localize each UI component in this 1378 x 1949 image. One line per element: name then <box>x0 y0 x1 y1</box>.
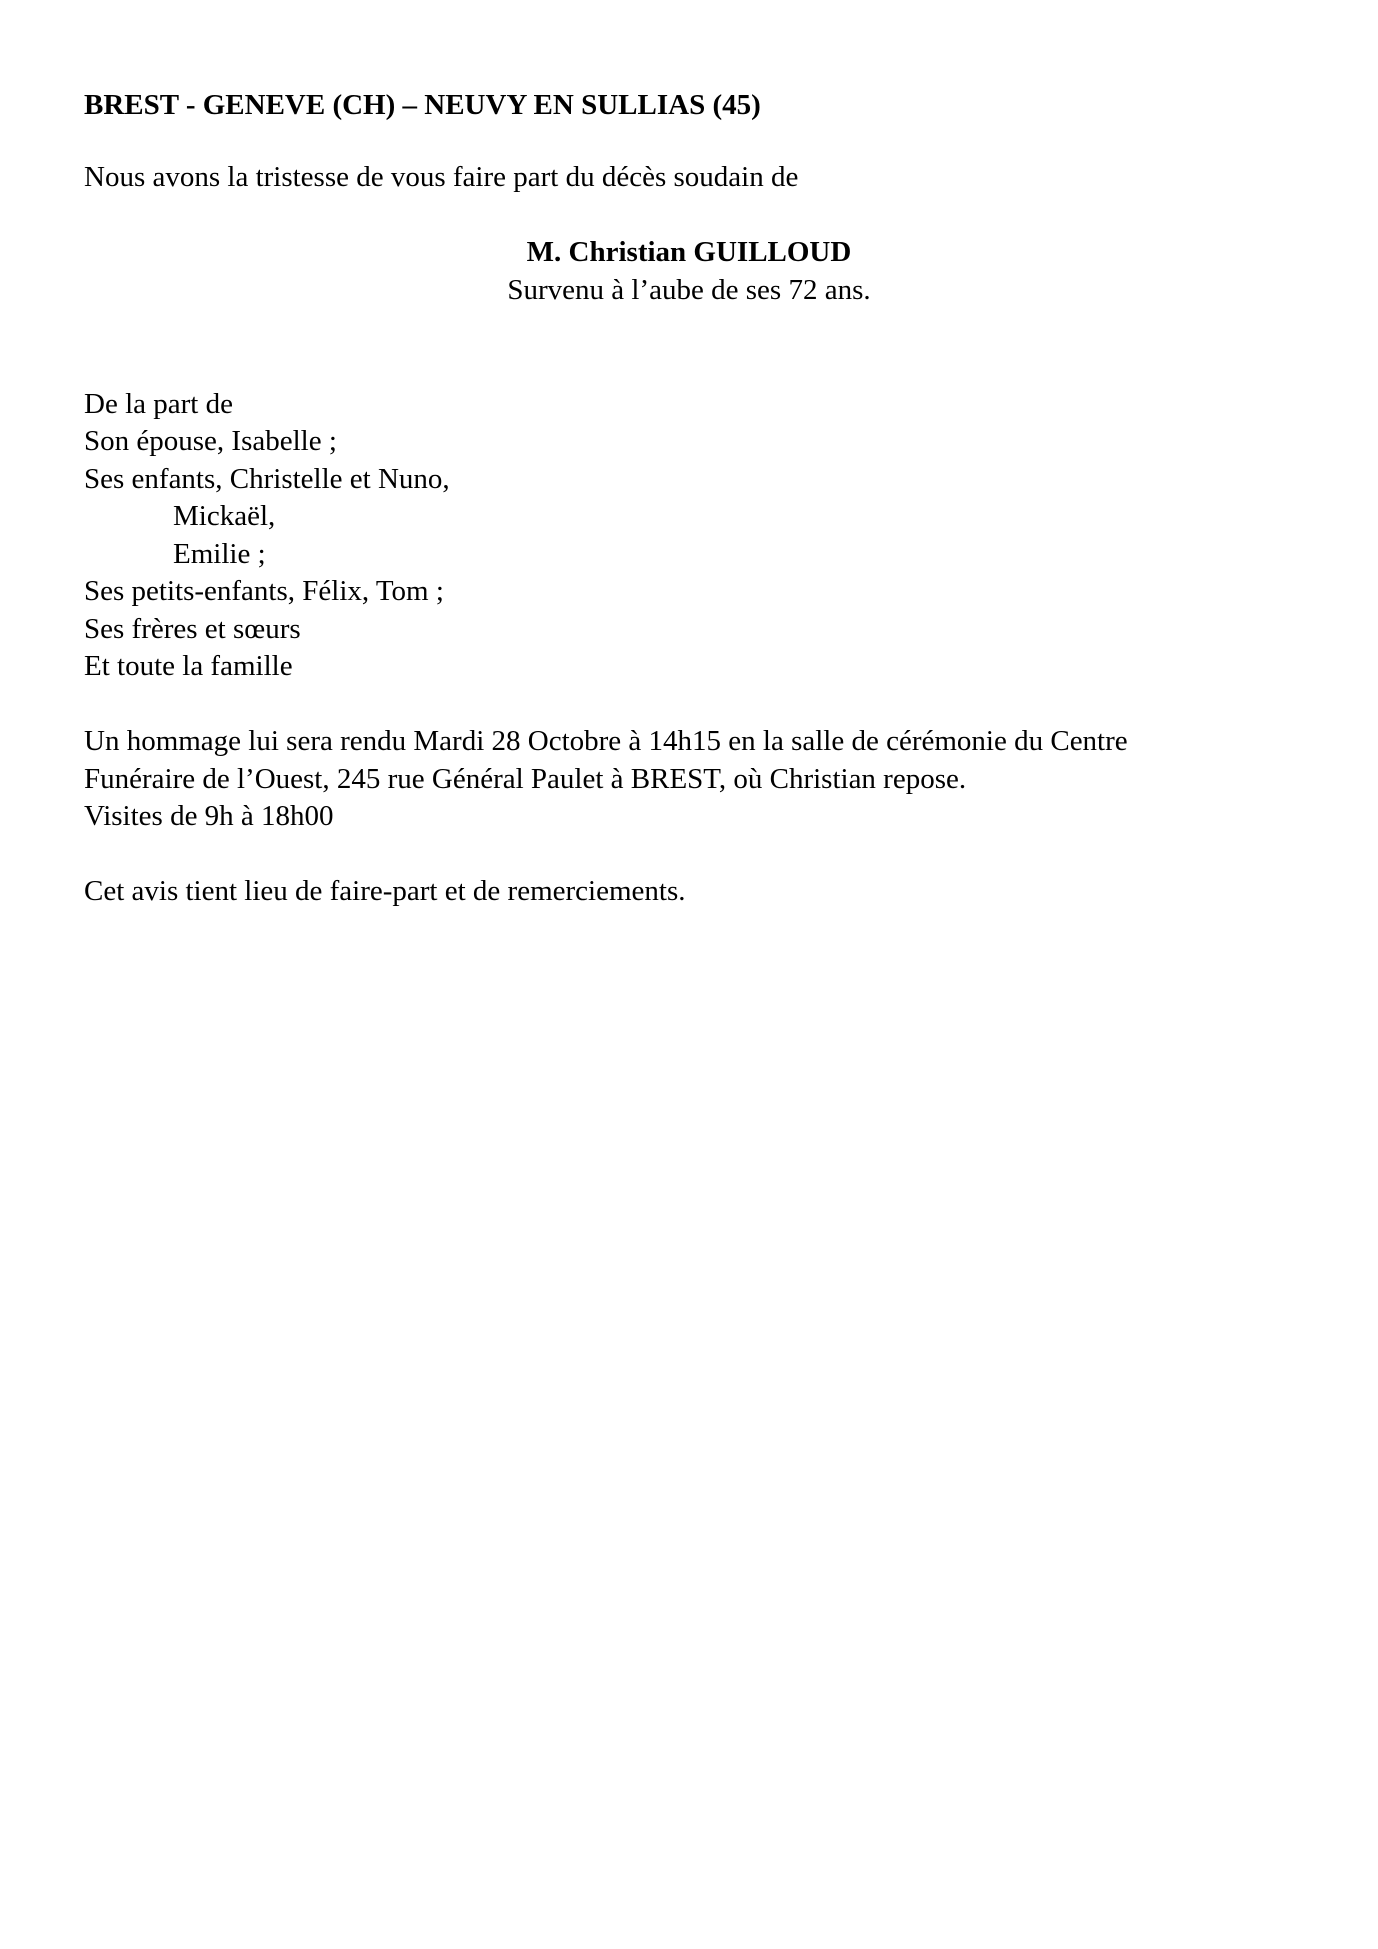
family-line-whole-family: Et toute la famille <box>84 650 293 682</box>
family-line-children: Ses enfants, Christelle et Nuno, <box>84 463 450 495</box>
obituary-document <box>84 0 1294 1949</box>
family-line-child-mickael: Mickaël, <box>173 500 276 532</box>
closing-note: Cet avis tient lieu de faire-part et de remerciements. <box>84 875 686 907</box>
ceremony-line-2: Funéraire de l’Ouest, 245 rue Général Paulet à BREST, où Christian repose. <box>84 763 967 795</box>
family-line-siblings: Ses frères et sœurs <box>84 613 301 645</box>
deceased-name: M. Christian GUILLOUD <box>526 236 852 268</box>
family-line-grandchildren: Ses petits-enfants, Félix, Tom ; <box>84 575 444 607</box>
intro-text: Nous avons la tristesse de vous faire part du décès soudain de <box>84 161 799 193</box>
deceased-age-note: Survenu à l’aube de ses 72 ans. <box>507 274 871 306</box>
family-lead: De la part de <box>84 388 233 420</box>
visiting-hours: Visites de 9h à 18h00 <box>84 800 334 832</box>
locations-heading: BREST - GENEVE (CH) – NEUVY EN SULLIAS (45) <box>84 89 761 121</box>
family-line-child-emilie: Emilie ; <box>173 538 266 570</box>
ceremony-line-1: Un hommage lui sera rendu Mardi 28 Octobre à 14h15 en la salle de cérémonie du Centre <box>84 725 1128 757</box>
family-line-spouse: Son épouse, Isabelle ; <box>84 425 337 457</box>
